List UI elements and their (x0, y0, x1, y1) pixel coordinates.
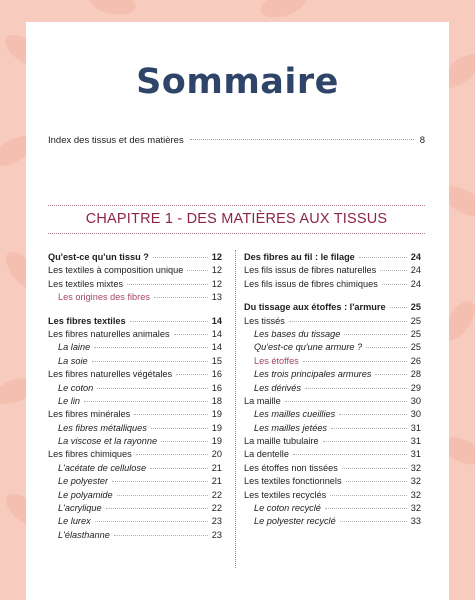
toc-entry-label: Qu'est-ce qu'une armure ? (254, 342, 363, 353)
dot-leader (340, 521, 407, 522)
toc-entry[interactable] (244, 329, 421, 342)
dot-leader (380, 270, 407, 271)
toc-entry[interactable] (48, 476, 222, 489)
toc-entry-label: Le lurex (58, 516, 91, 527)
toc-entry-label: Le polyester recyclé (254, 516, 336, 527)
toc-entry-label: L'acétate de cellulose (58, 462, 147, 473)
toc-entry[interactable] (244, 463, 421, 476)
toc-entry-page: 14 (211, 315, 222, 326)
toc-entry-label: Des fibres au fil : le filage (244, 252, 355, 262)
toc-entry-page: 32 (410, 462, 421, 473)
toc-entry-page: 33 (410, 516, 421, 527)
dot-leader (127, 284, 208, 285)
toc-entry-label: Les dérivés (254, 382, 301, 393)
toc-entry[interactable] (244, 476, 421, 489)
toc-entry-label: L'acrylique (58, 503, 102, 514)
dot-leader (330, 495, 407, 496)
toc-entry-label: Les fils issus de fibres naturelles (244, 265, 377, 276)
toc-entry-page: 16 (211, 369, 222, 380)
toc-entry[interactable] (48, 383, 222, 396)
toc-entry-page: 14 (211, 342, 222, 353)
toc-entry-label: Les étoffes non tissées (244, 462, 338, 473)
toc-entry-label: Les fibres métalliques (58, 422, 147, 433)
toc-entry-label: La maille (244, 395, 281, 406)
toc-entry-label: Les mailles jetées (254, 422, 328, 433)
dot-leader (305, 388, 407, 389)
toc-entry-page: 15 (211, 355, 222, 366)
dot-leader (151, 428, 208, 429)
table-of-contents-page (26, 22, 449, 600)
dot-leader (375, 374, 406, 375)
toc-entry-page: 24 (410, 252, 421, 262)
toc-entry-label: L'élasthanne (58, 529, 110, 540)
dot-leader (134, 414, 208, 415)
dot-leader (161, 441, 208, 442)
toc-entry[interactable] (244, 436, 421, 449)
toc-entry-label: Les textiles recyclés (244, 489, 327, 500)
page-title: Sommaire (136, 62, 339, 102)
toc-entry-label: Les fils issus de fibres chimiques (244, 278, 378, 289)
toc-entry-label: Les tissés (244, 315, 285, 326)
dot-leader (136, 454, 208, 455)
toc-entry[interactable] (48, 449, 222, 462)
toc-entry-label: Les fibres textiles (48, 315, 126, 326)
toc-entry-label: La laine (58, 342, 91, 353)
toc-left-column (48, 252, 222, 543)
toc-entry[interactable] (244, 356, 421, 369)
toc-entry-page: 28 (410, 369, 421, 380)
dot-leader (390, 307, 407, 308)
toc-entry-label: Les fibres naturelles végétales (48, 369, 173, 380)
toc-entry[interactable] (48, 265, 222, 278)
toc-entry[interactable] (48, 423, 222, 436)
toc-entry[interactable] (48, 292, 222, 305)
toc-entry-page: 21 (211, 476, 222, 487)
toc-entry-page: 26 (410, 355, 421, 366)
dot-leader (346, 481, 407, 482)
toc-entry-page: 19 (211, 436, 222, 447)
toc-entry[interactable] (244, 396, 421, 409)
toc-entry-page: 32 (410, 489, 421, 500)
section-spacer (48, 306, 222, 316)
toc-entry-page: 12 (211, 265, 222, 276)
dot-leader (190, 139, 414, 140)
index-entry-label: Index des tissus et des matières (48, 135, 184, 146)
toc-entry[interactable] (244, 369, 421, 382)
dot-leader (359, 257, 407, 258)
toc-entry-page: 19 (211, 409, 222, 420)
dot-leader (187, 270, 207, 271)
dot-leader (97, 388, 208, 389)
dot-leader (94, 347, 208, 348)
dot-leader (130, 321, 208, 322)
toc-entry[interactable] (48, 316, 222, 329)
dot-leader (342, 468, 407, 469)
toc-entry[interactable] (244, 302, 421, 315)
toc-entry-page: 12 (211, 278, 222, 289)
toc-entry-page: 30 (410, 409, 421, 420)
dot-leader (92, 361, 208, 362)
chapter-heading-box (48, 205, 425, 234)
toc-entry[interactable] (244, 383, 421, 396)
toc-entry-page: 23 (211, 529, 222, 540)
toc-entry-label: La soie (58, 355, 88, 366)
toc-entry-label: Le coton (58, 382, 94, 393)
index-entry[interactable] (48, 135, 425, 146)
column-divider (235, 250, 236, 568)
toc-entry-page: 23 (211, 516, 222, 527)
toc-entry-page: 31 (410, 422, 421, 433)
toc-entry-label: Les origines des fibres (58, 292, 150, 303)
toc-entry-page: 16 (211, 382, 222, 393)
toc-entry-label: Les mailles cueillies (254, 409, 336, 420)
dot-leader (150, 468, 208, 469)
toc-entry-label: Les bases du tissage (254, 328, 341, 339)
toc-right-column (244, 252, 421, 530)
toc-entry[interactable] (48, 279, 222, 292)
toc-entry[interactable] (48, 342, 222, 355)
toc-entry[interactable] (48, 369, 222, 382)
toc-entry[interactable] (244, 265, 421, 278)
toc-entry[interactable] (244, 342, 421, 355)
dot-leader (339, 414, 407, 415)
index-entry-page: 8 (419, 135, 425, 146)
toc-entry-label: Qu'est-ce qu'un tissu ? (48, 252, 149, 262)
dot-leader (331, 428, 407, 429)
toc-entry-label: Le polyamide (58, 489, 113, 500)
dot-leader (323, 441, 407, 442)
toc-entry-page: 22 (211, 503, 222, 514)
toc-entry-label: Les textiles mixtes (48, 278, 124, 289)
dot-leader (106, 508, 208, 509)
toc-entry[interactable] (244, 516, 421, 529)
toc-entry-label: La dentelle (244, 449, 289, 460)
toc-entry[interactable] (48, 490, 222, 503)
toc-entry[interactable] (48, 436, 222, 449)
toc-entry[interactable] (48, 356, 222, 369)
toc-entry[interactable] (48, 329, 222, 342)
dot-leader (366, 347, 407, 348)
toc-entry-page: 25 (410, 302, 421, 313)
toc-entry[interactable] (48, 516, 222, 529)
toc-entry-label: Les fibres chimiques (48, 449, 132, 460)
chapter-heading: CHAPITRE 1 - DES MATIÈRES AUX TISSUS (85, 211, 388, 227)
toc-entry-label: Le polyester (58, 476, 109, 487)
dot-leader (176, 374, 208, 375)
dot-leader (289, 321, 407, 322)
toc-entry-page: 32 (410, 476, 421, 487)
toc-entry-page: 29 (410, 382, 421, 393)
toc-entry[interactable] (244, 409, 421, 422)
toc-entry-page: 25 (410, 342, 421, 353)
toc-entry-page: 25 (410, 315, 421, 326)
toc-entry[interactable] (244, 503, 421, 516)
toc-entry[interactable] (48, 252, 222, 265)
toc-entry-label: Le lin (58, 395, 80, 406)
toc-entry[interactable] (48, 396, 222, 409)
toc-entry[interactable] (244, 490, 421, 503)
toc-entry[interactable] (48, 463, 222, 476)
toc-entry-label: Les textiles à composition unique (48, 265, 184, 276)
toc-entry-page: 30 (410, 395, 421, 406)
dot-leader (174, 334, 208, 335)
toc-entry-page: 14 (211, 328, 222, 339)
toc-entry-page: 32 (410, 503, 421, 514)
toc-entry-page: 20 (211, 449, 222, 460)
toc-entry-page: 24 (410, 265, 421, 276)
toc-entry-page: 21 (211, 462, 222, 473)
toc-entry-page: 22 (211, 489, 222, 500)
toc-entry-page: 31 (410, 449, 421, 460)
toc-entry-page: 25 (410, 328, 421, 339)
toc-entry[interactable] (48, 503, 222, 516)
toc-entry[interactable] (244, 279, 421, 292)
dot-leader (325, 508, 407, 509)
toc-entry[interactable] (244, 252, 421, 265)
dot-leader (303, 361, 407, 362)
toc-entry-label: Les fibres naturelles animales (48, 328, 170, 339)
toc-entry-label: Du tissage aux étoffes : l'armure (244, 302, 386, 313)
toc-entry-page: 18 (211, 395, 222, 406)
dot-leader (344, 334, 406, 335)
toc-entry[interactable] (244, 423, 421, 436)
section-spacer (244, 292, 421, 302)
toc-entry-label: La maille tubulaire (244, 436, 319, 447)
dot-leader (285, 401, 407, 402)
toc-entry-page: 12 (211, 252, 222, 262)
dot-leader (382, 284, 407, 285)
toc-entry-label: Les fibres minérales (48, 409, 131, 420)
dot-leader (112, 481, 208, 482)
toc-entry-label: Les étoffes (254, 355, 299, 366)
toc-entry[interactable] (244, 316, 421, 329)
toc-entry[interactable] (48, 409, 222, 422)
toc-entry-page: 24 (410, 278, 421, 289)
toc-entry-label: Les textiles fonctionnels (244, 476, 342, 487)
dot-leader (153, 257, 208, 258)
toc-entry-label: Les trois principales armures (254, 369, 372, 380)
dot-leader (117, 495, 208, 496)
toc-entry[interactable] (48, 530, 222, 543)
toc-entry-label: La viscose et la rayonne (58, 436, 158, 447)
toc-entry-page: 19 (211, 422, 222, 433)
dot-leader (293, 454, 407, 455)
dot-leader (114, 535, 208, 536)
dot-leader (95, 521, 208, 522)
dot-leader (84, 401, 208, 402)
dot-leader (154, 297, 208, 298)
toc-entry-page: 31 (410, 436, 421, 447)
toc-entry-label: Le coton recyclé (254, 503, 321, 514)
toc-entry[interactable] (244, 449, 421, 462)
toc-entry-page: 13 (211, 292, 222, 303)
